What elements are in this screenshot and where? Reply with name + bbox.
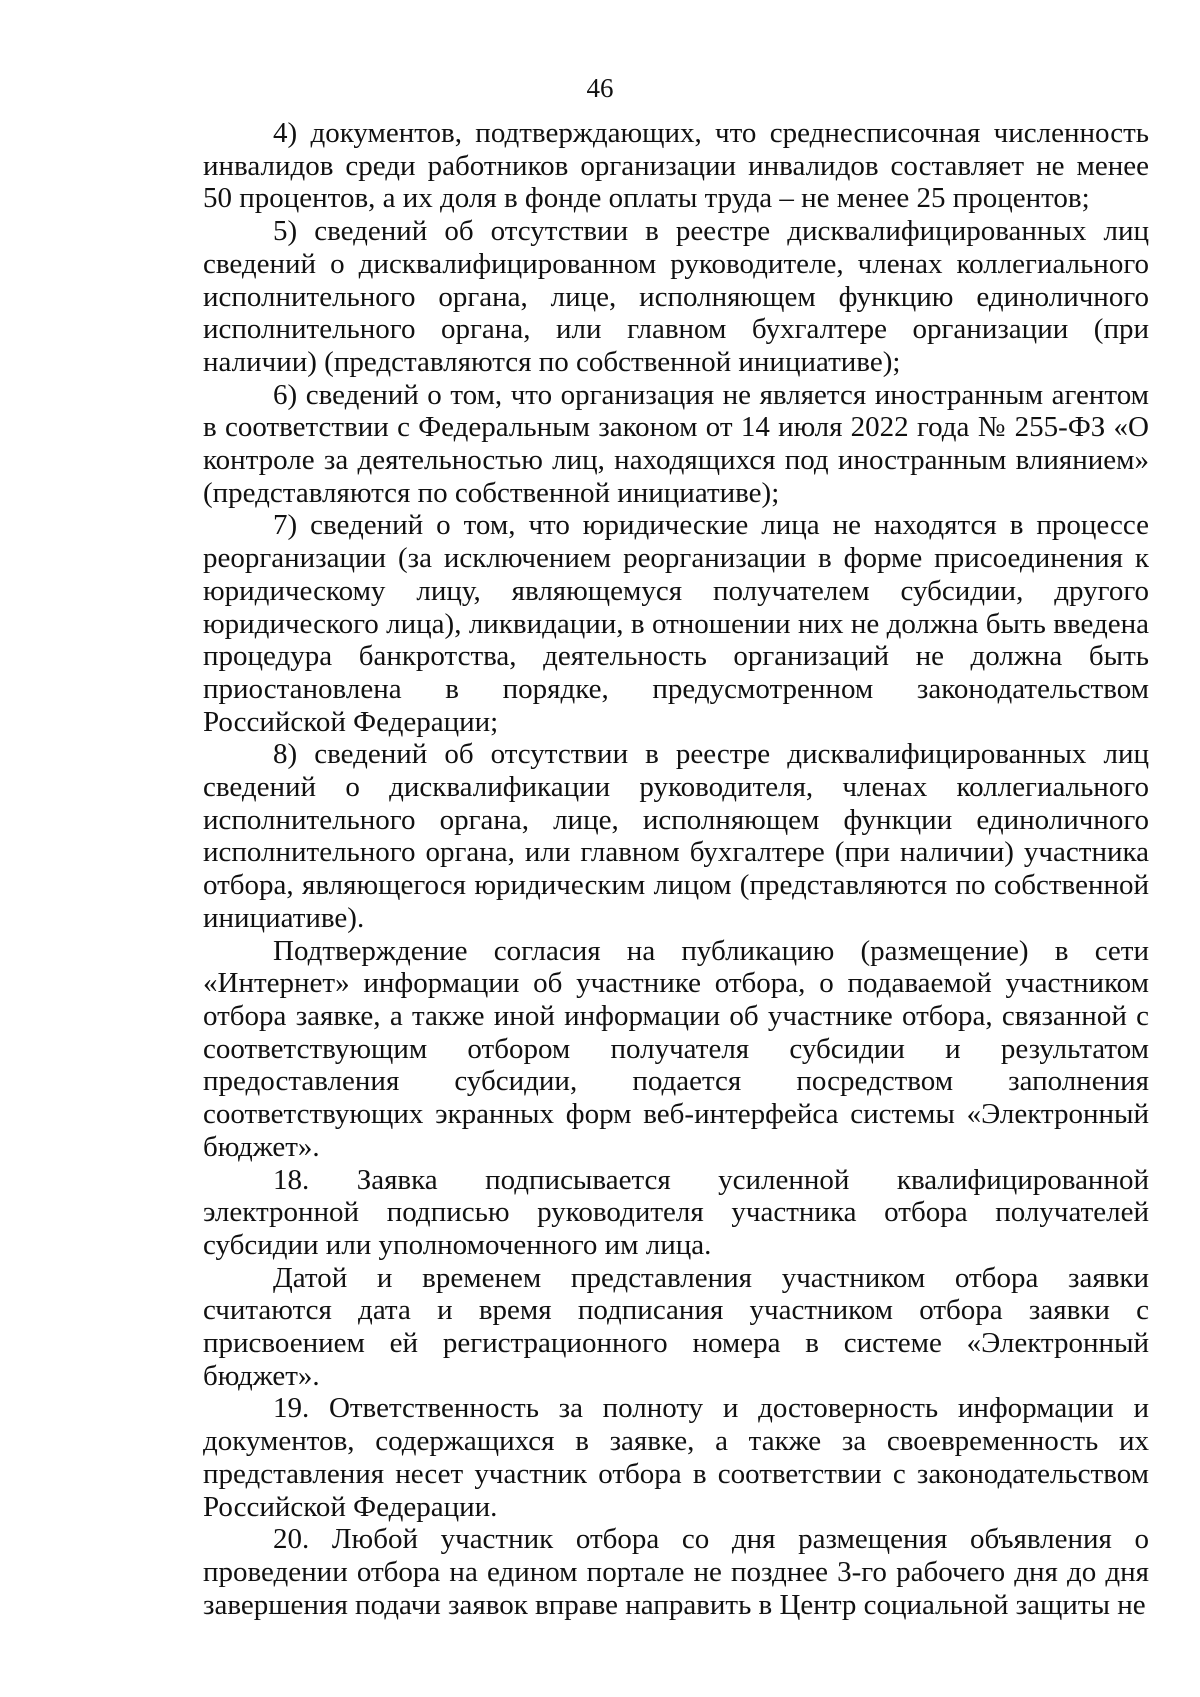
paragraph-clause-19: 19. Ответственность за полноту и достоверность информации и документов, содержащихся в заявке, а также за своевременность их представления несет участник отбора в соответствии с законодательством Российской Федерации. bbox=[203, 1392, 1149, 1523]
paragraph-clause-18: 18. Заявка подписывается усиленной квалифицированной электронной подписью руководителя участника отбора получателей субсидии или уполномоченного им лица. bbox=[203, 1163, 1149, 1261]
paragraph-item-4-documents: 4) документов, подтверждающих, что среднесписочная численность инвалидов среди работников организации инвалидов составляет не менее 50 процентов, а их доля в фонде оплаты труда – не менее 25 процентов; bbox=[203, 117, 1149, 215]
paragraph-publication-consent: Подтверждение согласия на публикацию (размещение) в сети «Интернет» информации об участнике отбора, о подаваемой участником отбора заявке, а также иной информации об участнике отбора, связанной с соответствующим отбором получателя субсидии и результатом предоставления субсидии, подается посредством заполнения соответствующих экранных форм веб-интерфейса системы «Электронный бюджет». bbox=[203, 934, 1149, 1163]
page-number: 46 bbox=[586, 73, 614, 103]
paragraph-item-6-foreign-agent: 6) сведений о том, что организация не является иностранным агентом в соответствии с Федеральным законом от 14 июля 2022 года № 255-ФЗ «О контроле за деятельностью лиц, находящихся под иностранным влиянием» (представляются по собственной инициативе); bbox=[203, 378, 1149, 509]
paragraph-submission-date: Датой и временем представления участником отбора заявки считаются дата и время подписания участником отбора заявки с присвоением ей регистрационного номера в системе «Электронный бюджет». bbox=[203, 1261, 1149, 1392]
paragraph-item-5-disqualified-registry: 5) сведений об отсутствии в реестре дисквалифицированных лиц сведений о дисквалифицированном руководителе, членах коллегиального исполнительного органа, лице, исполняющем функцию единоличного исполнительного органа, или главном бухгалтере организации (при наличии) (представляются по собственной инициативе); bbox=[203, 215, 1149, 378]
document-body bbox=[203, 117, 1149, 1621]
paragraph-clause-20: 20. Любой участник отбора со дня размещения объявления о проведении отбора на едином портале не позднее 3-го рабочего дня до дня завершения подачи заявок вправе направить в Центр социальной защиты не bbox=[203, 1523, 1149, 1621]
paragraph-item-8-disqualification: 8) сведений об отсутствии в реестре дисквалифицированных лиц сведений о дисквалификации руководителя, членах коллегиального исполнительного органа, лице, исполняющем функции единоличного исполнительного органа, или главном бухгалтере (при наличии) участника отбора, являющегося юридическим лицом (представляются по собственной инициативе). bbox=[203, 738, 1149, 934]
paragraph-item-7-reorganization: 7) сведений о том, что юридические лица не находятся в процессе реорганизации (за исключением реорганизации в форме присоединения к юридическому лицу, являющемуся получателем субсидии, другого юридического лица), ликвидации, в отношении них не должна быть введена процедура банкротства, деятельность организаций не должна быть приостановлена в порядке, предусмотренном законодательством Российской Федерации; bbox=[203, 509, 1149, 738]
